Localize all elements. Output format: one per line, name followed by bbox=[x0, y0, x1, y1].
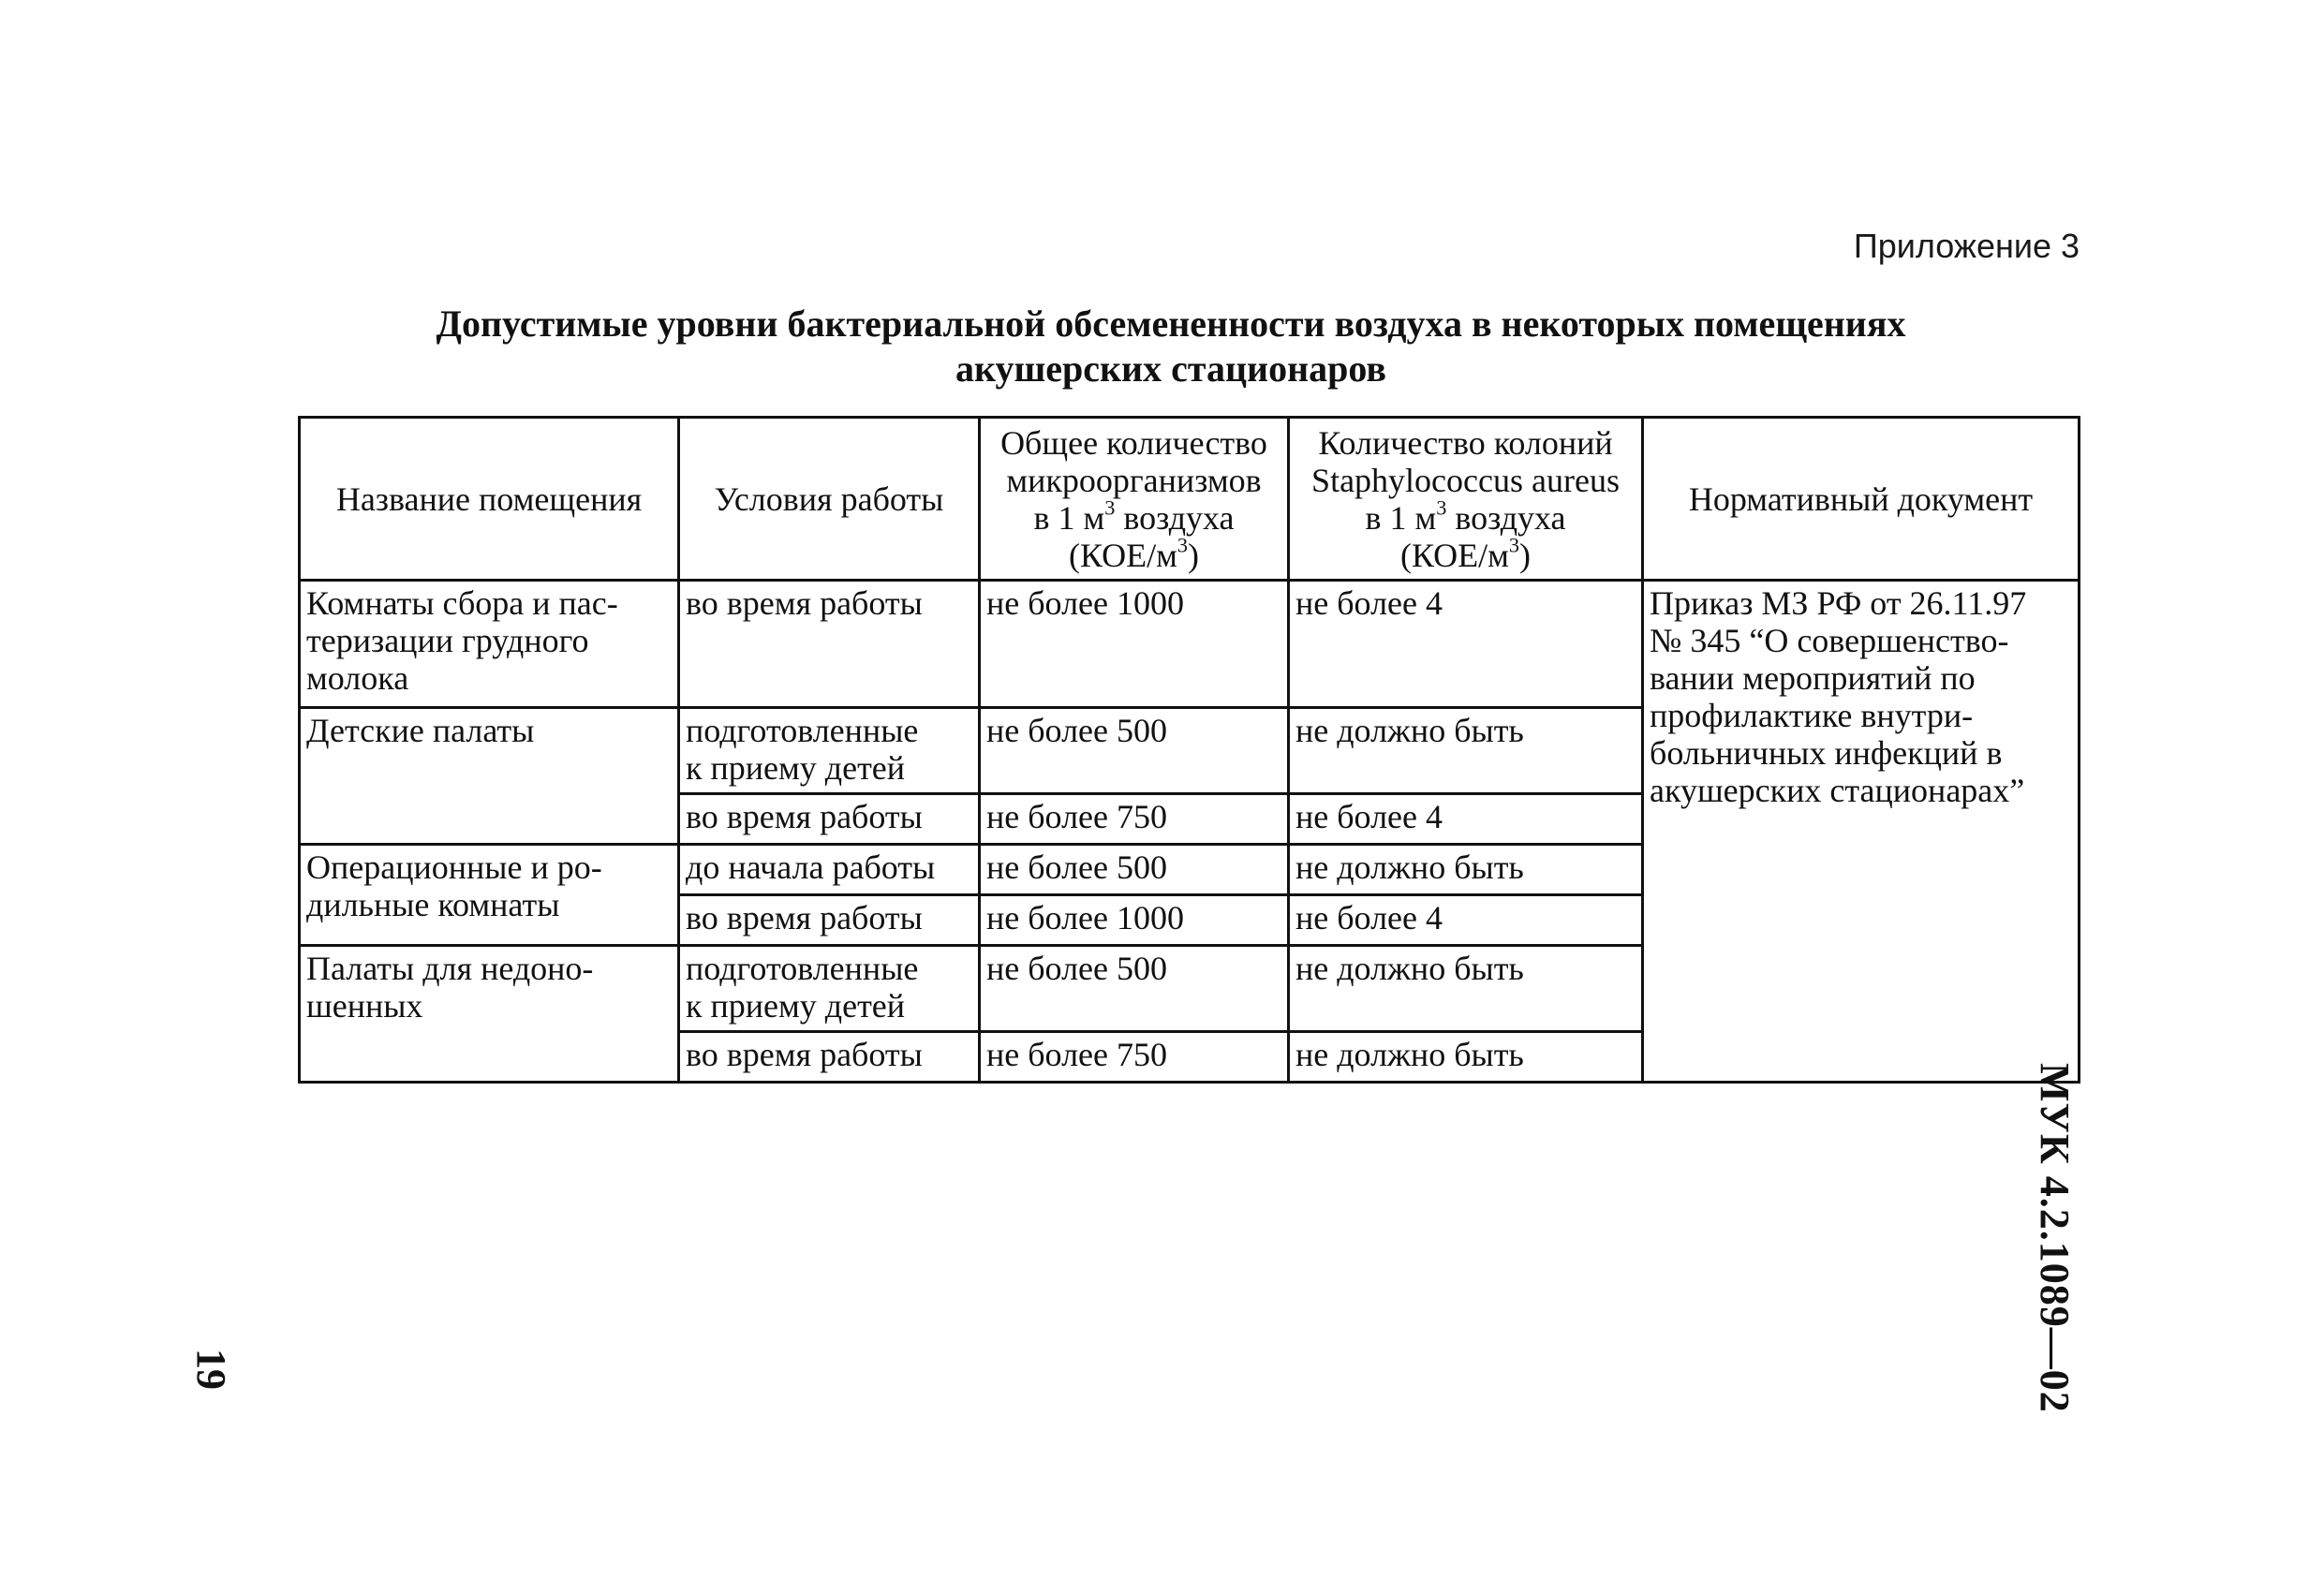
header-total-line-4-post: ) bbox=[1188, 536, 1200, 574]
header-staph-line-1: Количество колоний bbox=[1318, 423, 1613, 462]
header-total-line-3-post: воздуха bbox=[1115, 498, 1235, 537]
cell-total: не более 500 bbox=[980, 708, 1289, 794]
header-conditions bbox=[679, 418, 980, 581]
header-room-label: Название помещения bbox=[335, 479, 643, 518]
header-room bbox=[300, 418, 679, 581]
cell-room: Детские палаты bbox=[300, 708, 679, 845]
header-conditions-label: Условия работы bbox=[714, 479, 944, 518]
cell-room: Палаты для недоно- шенных bbox=[300, 946, 679, 1083]
cell-conditions: подготовленные к приему детей bbox=[679, 708, 980, 794]
table-row bbox=[300, 581, 2080, 708]
cell-room: Комнаты сбора и пас- теризации грудного молока bbox=[300, 581, 679, 708]
header-staph-line-3-pre: в 1 м bbox=[1365, 498, 1437, 537]
header-total-line-3 bbox=[1033, 494, 1235, 537]
cell-room: Операционные и ро- дильные комнаты bbox=[300, 845, 679, 946]
title-line-1: Допустимые уровни бактериальной обсемененности воздуха в некоторых помещениях bbox=[436, 302, 1906, 345]
title-line-2: акушерских стационаров bbox=[955, 347, 1386, 390]
cell-conditions: до начала работы bbox=[679, 845, 980, 895]
header-total-line-4-sup: 3 bbox=[1177, 532, 1189, 556]
header-staph-colonies bbox=[1289, 418, 1643, 581]
header-total-microorganisms bbox=[980, 418, 1289, 581]
header-total-line-1: Общее количество bbox=[1000, 423, 1267, 462]
header-staph-line-2: Staphylococcus aureus bbox=[1311, 461, 1620, 499]
header-document bbox=[1643, 418, 2080, 581]
page-number: 19 bbox=[188, 1349, 234, 1390]
cell-conditions: во время работы bbox=[679, 581, 980, 708]
header-staph-line-4 bbox=[1399, 532, 1532, 574]
cell-staph: не должно быть bbox=[1289, 946, 1643, 1032]
table-body bbox=[300, 581, 2080, 1083]
cell-conditions: подготовленные к приему детей bbox=[679, 946, 980, 1032]
header-total-line-4 bbox=[1068, 532, 1200, 574]
cell-total: не более 500 bbox=[980, 845, 1289, 895]
cell-staph: не должно быть bbox=[1289, 845, 1643, 895]
table-header-row bbox=[300, 418, 2080, 581]
cell-staph: не более 4 bbox=[1289, 581, 1643, 708]
cell-total: не более 500 bbox=[980, 946, 1289, 1032]
cell-document: Приказ МЗ РФ от 26.11.97 № 345 “О совершенство- вании мероприятий по профилактике внутри- больничных инфекций в акушерских стационарах” bbox=[1643, 581, 2080, 1083]
document-code: МУК 4.2.1089—02 bbox=[2032, 1063, 2078, 1413]
appendix-label: Приложение 3 bbox=[1853, 227, 2080, 265]
header-staph-line-3-sup: 3 bbox=[1436, 494, 1447, 519]
header-staph-line-4-sup: 3 bbox=[1508, 532, 1520, 556]
cell-total: не более 1000 bbox=[980, 581, 1289, 708]
header-total-line-3-pre: в 1 м bbox=[1033, 498, 1105, 537]
cell-staph: не более 4 bbox=[1289, 794, 1643, 845]
cell-staph: не должно быть bbox=[1289, 1032, 1643, 1083]
cell-staph: не должно быть bbox=[1289, 708, 1643, 794]
cell-staph: не более 4 bbox=[1289, 895, 1643, 946]
cell-conditions: во время работы bbox=[679, 895, 980, 946]
cell-total: не более 750 bbox=[980, 1032, 1289, 1083]
document-title bbox=[300, 302, 2042, 391]
air-contamination-table bbox=[298, 416, 2080, 1084]
header-staph-line-4-post: ) bbox=[1519, 536, 1532, 574]
cell-total: не более 750 bbox=[980, 794, 1289, 845]
header-total-line-4-pre: (КОЕ/м bbox=[1068, 536, 1177, 574]
header-staph-line-3-post: воздуха bbox=[1446, 498, 1566, 537]
cell-conditions: во время работы bbox=[679, 1032, 980, 1083]
header-staph-line-4-pre: (КОЕ/м bbox=[1399, 536, 1509, 574]
header-staph-line-3 bbox=[1365, 494, 1566, 537]
cell-total: не более 1000 bbox=[980, 895, 1289, 946]
header-total-line-2: микроорганизмов bbox=[1006, 461, 1262, 499]
header-total-line-3-sup: 3 bbox=[1104, 494, 1116, 519]
cell-conditions: во время работы bbox=[679, 794, 980, 845]
header-document-label: Нормативный документ bbox=[1688, 479, 2034, 518]
